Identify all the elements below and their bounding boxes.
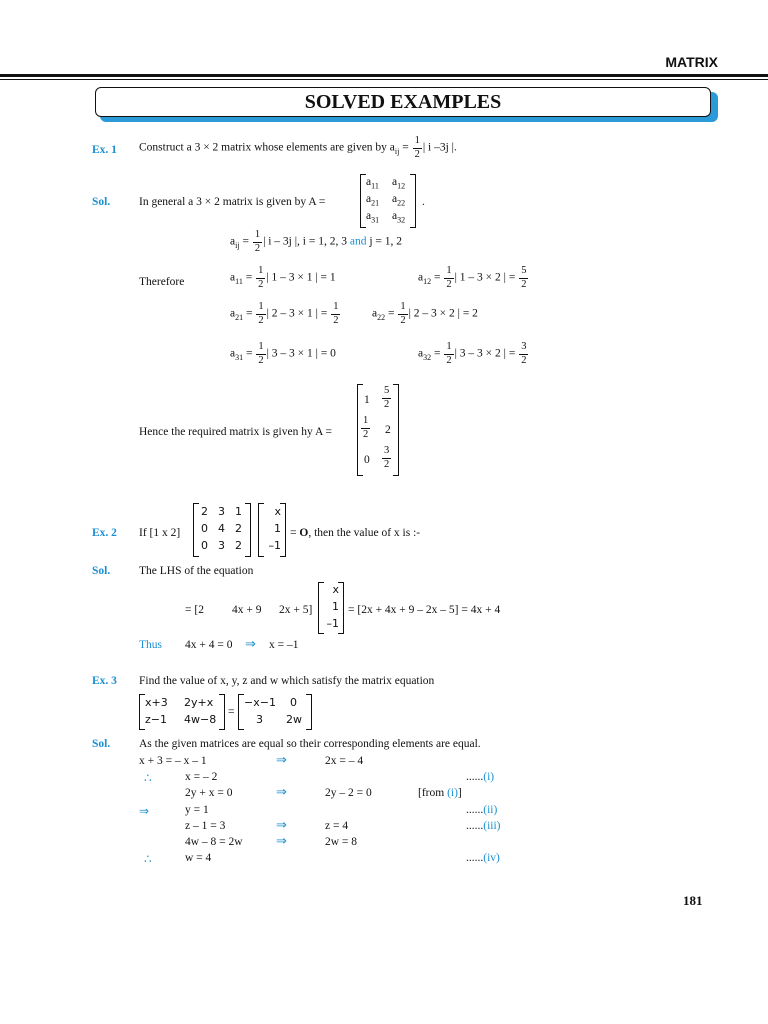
step-right: z = 4 [325,819,349,832]
step-left: z – 1 = 3 [185,819,226,832]
ex2-text-a: If [1 x 2] [139,527,181,539]
step-left: w = 4 [185,852,212,865]
ex1-sol-label: Sol. [92,196,111,208]
header-rule-thick [0,74,768,77]
matrix-element: $a_{12}$ [392,176,406,191]
implies-icon: ⇒ [276,785,287,801]
ex1-sol-text: In general a 3 × 2 matrix is given by A = [139,196,326,208]
matrix-element: 2 [235,522,242,535]
step-left: x = – 2 [185,771,218,784]
ex1-text: Construct a 3 × 2 matrix whose elements are given by a [139,141,395,154]
ex1-a11: $a_{11}$ = $\frac{1}{2}$ | 1 – 3 × 1 | = 1 [230,265,336,290]
equation-ref: [from (i)] [418,787,462,800]
matrix-element: 4w−8 [184,713,217,726]
ex2-row-c: 2x + 5] [279,604,313,616]
step-symbol: ⇒ [139,803,150,818]
ex2-sol-label: Sol. [92,565,111,577]
equation-ref: ......(ii) [466,803,498,816]
implies-icon: ⇒ [276,834,287,849]
ex1-fraction: $\frac{1}{2}$ [414,135,420,160]
matrix-element: $a_{31}$ [366,210,380,225]
equation-ref: ......(i) [466,771,495,784]
vector-element: x [274,505,281,518]
matrix-element: −x−1 [244,696,276,709]
step-left: 2y + x = 0 [185,787,233,800]
matrix-element: x+3 [145,696,168,709]
matrix-element: 2y+x [184,696,214,709]
matrix-element: $a_{32}$ [392,210,406,225]
ex1-sub: ij [394,146,400,156]
ex1-hence: Hence the required matrix is given hy A = [139,426,332,438]
ex1-abs: | i –3j |. [422,141,457,154]
matrix-element: 3 [256,713,263,726]
matrix-element: 0 [290,696,297,709]
header-rule-thin [0,79,768,80]
ex2-matrix [193,503,251,557]
step-left: x + 3 = – x – 1 [139,755,207,767]
matrix-element: 2 [201,505,208,518]
matrix-element: 3 [218,505,225,518]
ex1-a32: $a_{32}$ = $\frac{1}{2}$ | 3 – 3 × 2 | = $\frac{3}{2}$ [418,341,527,366]
ex1-a22: $a_{22}$ = $\frac{1}{2}$ | 2 – 3 × 2 | = 2 [372,301,478,326]
ex2-thus-expr: 4x + 4 = 0 [185,639,233,651]
matrix-element: 2w [286,713,302,726]
equation-ref: ......(iii) [466,819,501,832]
ex2-implies-icon: ⇒ [245,637,256,652]
ex2-row-d: = [2x + 4x + 9 – 2x – 5] = 4x + 4 [348,604,501,616]
ex2-thus: Thus [139,639,162,651]
ex3-sol-label: Sol. [92,738,111,750]
step-left: 4w – 8 = 2w [185,836,243,848]
step-right: 2w = 8 [325,836,358,848]
ex3-equals: = [228,706,235,718]
matrix-element: $a_{21}$ [366,193,380,208]
ex1-and-word: and [349,235,367,248]
ex2-lhs: The LHS of the equation [139,565,254,577]
step-left: y = 1 [185,803,209,816]
ex3-right-matrix [238,694,312,730]
equation-ref: ......(iv) [466,852,500,865]
ex2-row-a: = [2 [185,604,204,616]
ex3-label: Ex. 3 [92,675,117,687]
vector-element: 1 [274,522,281,535]
ex1-therefore: Therefore [139,276,185,288]
ex2-vector [258,503,286,557]
matrix-element: $a_{22}$ [392,193,406,208]
implies-icon: ⇒ [276,753,287,768]
vector-element: x [332,583,339,596]
matrix-element: 0 [201,539,208,552]
ex2-label: Ex. 2 [92,527,117,539]
vector-element: –1 [268,539,281,552]
vector-element: –1 [326,617,339,630]
step-right: 2x = – 4 [325,755,364,767]
ex1-result-matrix: 1 $\frac{5}{2}$ $\frac{1}{2}$ 2 0 $\frac{3}{2}$ [357,384,399,476]
ex1-a31: $a_{31}$ = $\frac{1}{2}$ | 3 – 3 × 1 | = 0 [230,341,336,366]
ex1-eq: = [399,141,412,154]
ex1-label: Ex. 1 [92,144,117,156]
vector-element: 1 [332,600,339,613]
ex3-left-matrix [139,694,225,730]
ex1-sol-dot: . [422,196,425,208]
banner-title: SOLVED EXAMPLES [304,91,502,113]
ex2-zero-matrix: O [299,527,309,539]
ex2-thus-result: x = –1 [269,639,299,651]
matrix-element: $a_{11}$ [366,176,379,191]
matrix-element: 2 [235,539,242,552]
ex3-text: Find the value of x, y, z and w which satisfy the matrix equation [139,675,435,687]
ex1-a21: $a_{21}$ = $\frac{1}{2}$ | 2 – 3 × 1 | = $\frac{1}{2}$ [230,301,339,326]
matrix-element: 4 [218,522,225,535]
ex1-aij-line: $a_{ij}$ = $\frac{1}{2}$ | i – 3j |, i = 1, 2, 3 and j = 1, 2 [230,229,403,254]
page-number: 181 [683,893,703,908]
matrix-element: 1 [235,505,242,518]
ex2-row-b: 4x + 9 [232,604,262,616]
step-symbol: ∴ [144,771,152,786]
ex3-sol-text: As the given matrices are equal so their corresponding elements are equal. [139,738,481,750]
ex1-a12: $a_{12}$ = $\frac{1}{2}$ | 1 – 3 × 2 | = $\frac{5}{2}$ [418,265,527,290]
ex2-lhs-vector [318,582,344,634]
matrix-element: 0 [201,522,208,535]
implies-icon: ⇒ [276,817,287,833]
section-title: MATRIX [665,54,718,70]
matrix-element: 3 [218,539,225,552]
ex1-question [139,136,457,160]
matrix-element: z−1 [145,713,167,726]
step-symbol: ∴ [144,852,152,867]
ex1-general-matrix [360,174,416,228]
step-right: 2y – 2 = 0 [325,787,372,800]
banner-box [95,87,711,117]
ex2-text-b: = O, then the value of x is :- [290,527,421,539]
